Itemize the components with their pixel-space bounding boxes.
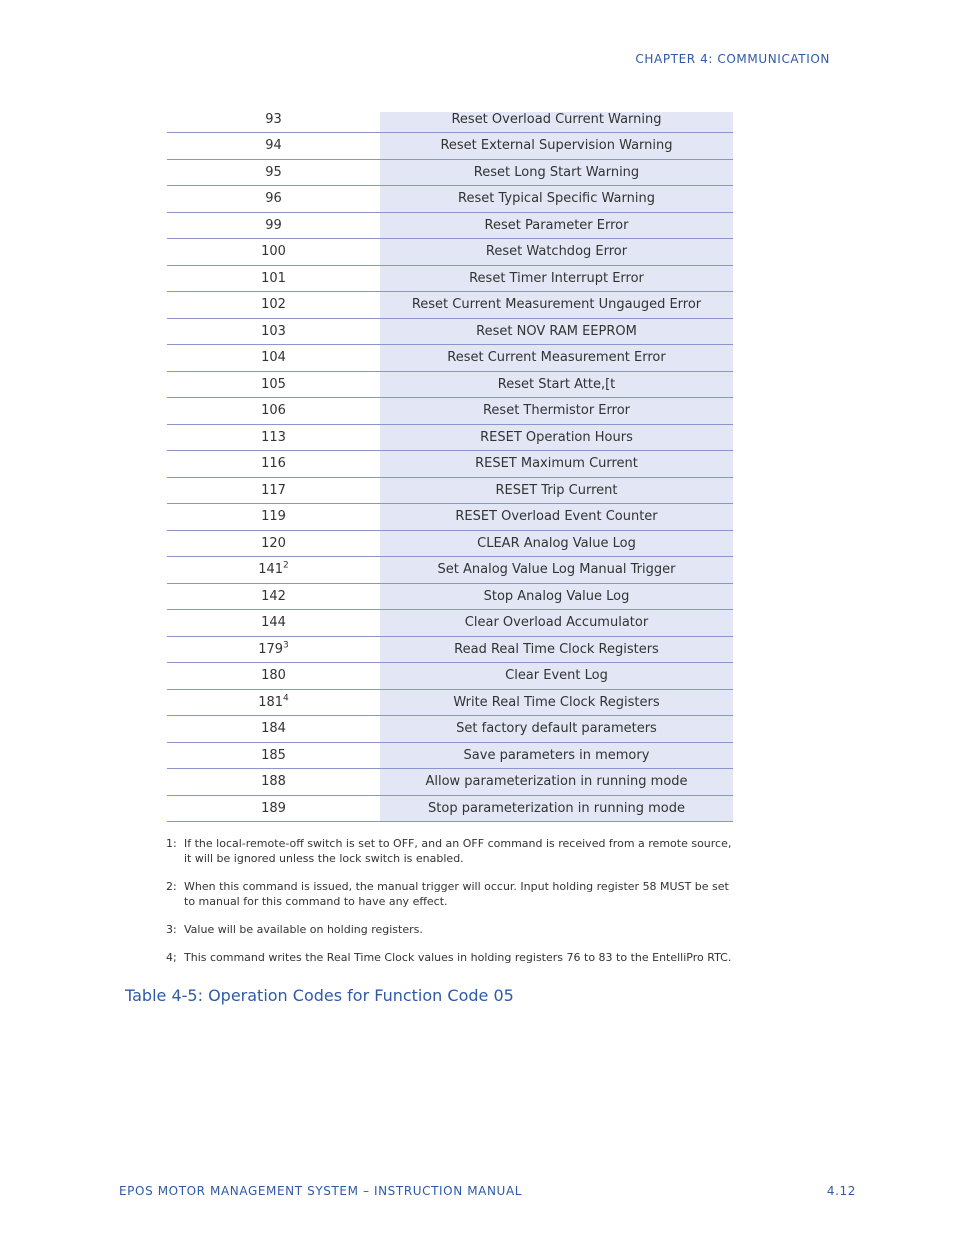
footnote-number: 4; — [166, 951, 177, 964]
code-cell — [167, 371, 380, 398]
code-cell — [167, 239, 380, 266]
code-cell — [167, 504, 380, 531]
code-value: 105 — [261, 376, 286, 392]
table-row — [167, 239, 733, 266]
footnote-ref: 3 — [283, 640, 289, 651]
footnote — [166, 879, 736, 909]
code-value: 103 — [261, 323, 286, 339]
description-cell: Clear Event Log — [380, 663, 733, 690]
code-value: 100 — [261, 244, 286, 260]
code-cell — [167, 186, 380, 213]
table-row — [167, 318, 733, 345]
footnote-text: If the local-remote-off switch is set to OFF, and an OFF command is received from a remote source, it will be ignored unless the lock switch is enabled. — [184, 837, 732, 865]
code-value: 184 — [261, 721, 286, 737]
description-cell: Stop Analog Value Log — [380, 583, 733, 610]
table-row — [167, 345, 733, 372]
description-cell: Read Real Time Clock Registers — [380, 636, 733, 663]
code-value: 181 — [258, 694, 284, 710]
code-cell — [167, 159, 380, 186]
table-row — [167, 583, 733, 610]
table-row — [167, 186, 733, 213]
code-cell — [167, 689, 380, 716]
code-cell — [167, 292, 380, 319]
code-cell — [167, 742, 380, 769]
code-value: 185 — [261, 747, 286, 763]
footnote-text: When this command is issued, the manual trigger will occur. Input holding register 58 MUST be set to manual for this command to have any effect. — [184, 880, 729, 908]
description-cell: Set factory default parameters — [380, 716, 733, 743]
footnote-number: 3: — [166, 923, 177, 936]
code-value: 189 — [261, 800, 286, 816]
table-row — [167, 663, 733, 690]
description-cell: Reset Watchdog Error — [380, 239, 733, 266]
table-row — [167, 716, 733, 743]
code-cell — [167, 398, 380, 425]
code-value: 102 — [261, 297, 286, 313]
description-cell: Reset Typical Specific Warning — [380, 186, 733, 213]
table-body — [167, 112, 733, 822]
footnote — [166, 836, 736, 866]
code-cell — [167, 716, 380, 743]
page-number: 4.12 — [826, 1184, 856, 1198]
table-row — [167, 504, 733, 531]
description-cell: Reset Long Start Warning — [380, 159, 733, 186]
description-cell: Reset Current Measurement Error — [380, 345, 733, 372]
table-row — [167, 557, 733, 584]
code-cell — [167, 557, 380, 584]
table-row — [167, 610, 733, 637]
code-value: 119 — [261, 509, 286, 525]
description-cell: CLEAR Analog Value Log — [380, 530, 733, 557]
description-cell: Reset External Supervision Warning — [380, 133, 733, 160]
code-cell — [167, 318, 380, 345]
code-value: 142 — [261, 588, 286, 604]
footnote-ref: 4 — [283, 693, 289, 704]
table-row — [167, 292, 733, 319]
description-cell: Write Real Time Clock Registers — [380, 689, 733, 716]
table-row — [167, 636, 733, 663]
code-value: 93 — [265, 112, 282, 127]
chapter-header: CHAPTER 4: COMMUNICATION — [635, 52, 830, 66]
description-cell: Reset NOV RAM EEPROM — [380, 318, 733, 345]
code-cell — [167, 112, 380, 133]
table-row — [167, 371, 733, 398]
table-row — [167, 159, 733, 186]
code-value: 144 — [261, 615, 286, 631]
operation-codes-table — [167, 112, 733, 822]
footnote — [166, 950, 736, 965]
code-cell — [167, 769, 380, 796]
code-cell — [167, 424, 380, 451]
code-cell — [167, 345, 380, 372]
table-row — [167, 769, 733, 796]
code-value: 180 — [261, 668, 286, 684]
description-cell: Clear Overload Accumulator — [380, 610, 733, 637]
description-cell: RESET Trip Current — [380, 477, 733, 504]
footnote-text: This command writes the Real Time Clock values in holding registers 76 to 83 to the EntelliPro RTC. — [184, 951, 732, 964]
code-cell — [167, 451, 380, 478]
footer-title: EPOS MOTOR MANAGEMENT SYSTEM – INSTRUCTION MANUAL — [119, 1184, 523, 1198]
description-cell: Set Analog Value Log Manual Trigger — [380, 557, 733, 584]
footnote-number: 2: — [166, 880, 177, 893]
footnote — [166, 922, 736, 937]
code-cell — [167, 795, 380, 822]
description-cell: Save parameters in memory — [380, 742, 733, 769]
description-cell: Reset Parameter Error — [380, 212, 733, 239]
table-row — [167, 477, 733, 504]
footnote-ref: 2 — [283, 560, 289, 571]
table-caption: Table 4-5: Operation Codes for Function Code 05 — [125, 986, 514, 1005]
description-cell: Reset Overload Current Warning — [380, 112, 733, 133]
footnote-text: Value will be available on holding registers. — [184, 923, 423, 936]
code-value: 179 — [258, 641, 284, 657]
code-cell — [167, 265, 380, 292]
table-row — [167, 212, 733, 239]
code-value: 106 — [261, 403, 286, 419]
code-value: 117 — [261, 482, 286, 498]
description-cell: Reset Thermistor Error — [380, 398, 733, 425]
code-value: 113 — [261, 429, 286, 445]
footnotes — [166, 836, 736, 978]
table-row — [167, 530, 733, 557]
code-value: 99 — [265, 217, 282, 233]
table-row — [167, 133, 733, 160]
code-cell — [167, 663, 380, 690]
code-cell — [167, 583, 380, 610]
code-value: 120 — [261, 535, 286, 551]
description-cell: Reset Timer Interrupt Error — [380, 265, 733, 292]
description-cell: Allow parameterization in running mode — [380, 769, 733, 796]
code-value: 94 — [265, 138, 282, 154]
table-row — [167, 451, 733, 478]
code-value: 101 — [261, 270, 286, 286]
table-row — [167, 398, 733, 425]
code-cell — [167, 610, 380, 637]
description-cell: RESET Overload Event Counter — [380, 504, 733, 531]
description-cell: RESET Operation Hours — [380, 424, 733, 451]
code-value: 104 — [261, 350, 286, 366]
footnote-number: 1: — [166, 837, 177, 850]
table-row — [167, 742, 733, 769]
table-row — [167, 424, 733, 451]
description-cell: Reset Start Atte,[t — [380, 371, 733, 398]
code-value: 96 — [265, 191, 282, 207]
description-cell: Reset Current Measurement Ungauged Error — [380, 292, 733, 319]
code-cell — [167, 477, 380, 504]
code-cell — [167, 636, 380, 663]
table-row — [167, 795, 733, 822]
table-row — [167, 265, 733, 292]
code-value: 141 — [258, 562, 284, 578]
code-cell — [167, 212, 380, 239]
table-row — [167, 112, 733, 133]
description-cell: Stop parameterization in running mode — [380, 795, 733, 822]
code-value: 188 — [261, 774, 286, 790]
code-cell — [167, 133, 380, 160]
table-row — [167, 689, 733, 716]
description-cell: RESET Maximum Current — [380, 451, 733, 478]
code-value: 95 — [265, 164, 282, 180]
code-value: 116 — [261, 456, 286, 472]
code-cell — [167, 530, 380, 557]
